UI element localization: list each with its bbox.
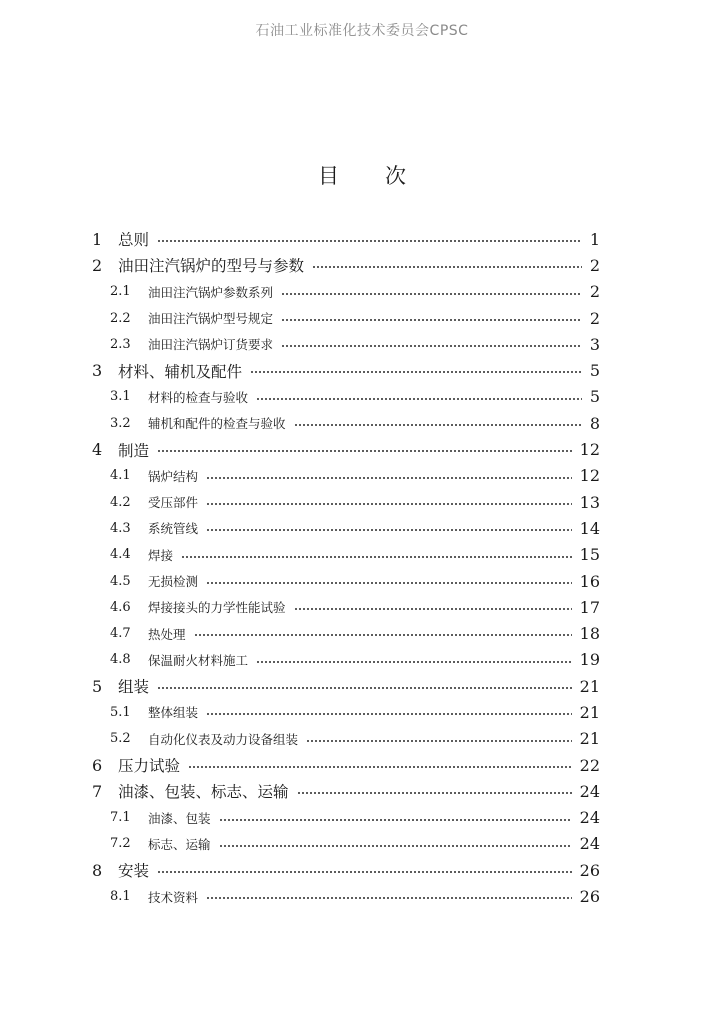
toc-entry-number: 5 [92, 676, 103, 696]
toc-entry-number: 4.4 [110, 547, 131, 563]
toc-entry-title: 保温耐火材料施工 [148, 652, 249, 668]
toc-entry[interactable] [0, 515, 724, 541]
toc-entry-number: 4.2 [110, 494, 131, 510]
toc-entry-page: 5 [589, 387, 600, 407]
toc-entry[interactable] [0, 279, 724, 305]
toc-entry-page: 2 [589, 308, 600, 328]
toc-entry-title: 材料、辅机及配件 [118, 362, 243, 381]
title-char-1: 目 [318, 164, 339, 188]
toc-dot-leader [206, 897, 572, 899]
toc-entry-number: 7.1 [110, 810, 131, 826]
toc-entry-page: 12 [579, 440, 600, 460]
toc-entry-page: 26 [579, 887, 600, 907]
toc-entry-title: 整体组装 [148, 705, 199, 721]
toc-entry-page: 21 [579, 702, 600, 722]
toc-dot-leader [256, 661, 572, 663]
toc-entry-number: 4.6 [110, 599, 131, 615]
toc-dot-leader [206, 713, 572, 715]
toc-entry-number: 3 [92, 361, 103, 381]
toc-dot-leader [157, 871, 572, 873]
toc-dot-leader [256, 398, 582, 400]
toc-entry-page: 26 [579, 860, 600, 880]
toc-entry-title: 总则 [118, 231, 150, 250]
toc-entry-number: 5.2 [110, 731, 131, 747]
toc-dot-leader [188, 766, 572, 768]
toc-entry-page: 22 [579, 755, 600, 775]
toc-dot-leader [181, 556, 572, 558]
toc-entry-page: 13 [579, 492, 600, 512]
toc-entry[interactable] [0, 410, 724, 436]
toc-entry-number: 4.8 [110, 652, 131, 668]
toc-entry-number: 1 [92, 229, 103, 249]
toc-dot-leader [206, 529, 572, 531]
toc-entry[interactable] [0, 226, 724, 252]
toc-entry[interactable] [0, 831, 724, 857]
toc-entry-page: 24 [579, 808, 600, 828]
toc-entry-page: 5 [589, 361, 600, 381]
toc-entry[interactable] [0, 489, 724, 515]
toc-dot-leader [294, 608, 572, 610]
toc-entry[interactable] [0, 857, 724, 883]
toc-dot-leader [294, 424, 582, 426]
toc-entry-title: 制造 [118, 441, 150, 460]
toc-dot-leader [250, 371, 582, 373]
toc-dot-leader [281, 319, 582, 321]
toc-entry[interactable] [0, 673, 724, 699]
toc-dot-leader [206, 503, 572, 505]
toc-entry-page: 21 [579, 729, 600, 749]
toc-dot-leader [219, 819, 572, 821]
toc-entry-number: 2.3 [110, 336, 131, 352]
toc-entry-page: 3 [589, 334, 600, 354]
toc-entry-page: 24 [579, 781, 600, 801]
toc-entry-title: 压力试验 [118, 757, 181, 776]
toc-entry-number: 7.2 [110, 836, 131, 852]
toc-entry-number: 2.2 [110, 310, 131, 326]
toc-dot-leader [157, 687, 572, 689]
toc-dot-leader [281, 293, 582, 295]
toc-entry[interactable] [0, 384, 724, 410]
toc-entry-title: 组装 [118, 678, 150, 697]
toc-dot-leader [219, 845, 572, 847]
toc-entry[interactable] [0, 726, 724, 752]
toc-entry-title: 技术资料 [148, 889, 199, 905]
toc-entry-number: 3.1 [110, 389, 131, 405]
toc-entry[interactable] [0, 357, 724, 383]
page-title [0, 160, 724, 190]
table-of-contents [0, 226, 724, 910]
toc-entry[interactable] [0, 252, 724, 278]
toc-entry-title: 油漆、包装 [148, 810, 211, 826]
toc-entry-page: 1 [589, 229, 600, 249]
toc-dot-leader [312, 266, 582, 268]
toc-entry-title: 热处理 [148, 626, 186, 642]
toc-entry[interactable] [0, 752, 724, 778]
toc-entry-title: 安装 [118, 862, 150, 881]
toc-entry-title: 自动化仪表及动力设备组装 [148, 731, 299, 747]
toc-entry-page: 2 [589, 255, 600, 275]
toc-dot-leader [281, 345, 582, 347]
toc-entry[interactable] [0, 463, 724, 489]
toc-dot-leader [194, 634, 572, 636]
toc-entry[interactable] [0, 778, 724, 804]
page-header: 石油工业标准化技术委员会CPSC [255, 23, 469, 39]
toc-entry-title: 油田注汽锅炉订货要求 [148, 337, 274, 353]
toc-entry-page: 18 [579, 624, 600, 644]
toc-entry-title: 焊接 [148, 547, 174, 563]
toc-entry[interactable] [0, 699, 724, 725]
toc-dot-leader [297, 792, 572, 794]
toc-entry-page: 24 [579, 834, 600, 854]
toc-entry-title: 锅炉结构 [148, 468, 199, 484]
toc-entry-number: 6 [92, 755, 103, 775]
toc-dot-leader [306, 740, 572, 742]
toc-entry-title: 辅机和配件的检查与验收 [148, 416, 286, 432]
toc-entry[interactable] [0, 805, 724, 831]
toc-entry[interactable] [0, 594, 724, 620]
toc-dot-leader [206, 477, 572, 479]
toc-entry-page: 15 [579, 545, 600, 565]
toc-entry-page: 2 [589, 282, 600, 302]
toc-entry-title: 无损检测 [148, 574, 199, 589]
toc-dot-leader [157, 240, 582, 242]
toc-entry-title: 油田注汽锅炉型号规定 [148, 311, 274, 327]
toc-entry-page: 16 [579, 571, 600, 591]
toc-entry-page: 8 [589, 413, 600, 433]
toc-entry-number: 2 [92, 255, 103, 275]
toc-entry-number: 8 [92, 860, 103, 880]
toc-entry[interactable] [0, 647, 724, 673]
toc-entry-page: 21 [579, 676, 600, 696]
toc-entry-number: 8.1 [110, 889, 131, 905]
toc-entry-number: 3.2 [110, 415, 131, 431]
toc-entry[interactable] [0, 436, 724, 462]
toc-entry-page: 17 [579, 597, 600, 617]
toc-entry-number: 4.1 [110, 468, 131, 484]
toc-entry-page: 14 [579, 518, 600, 538]
toc-entry-page: 12 [579, 466, 600, 486]
toc-entry-title: 油漆、包装、标志、运输 [118, 783, 289, 802]
toc-entry-title: 焊接接头的力学性能试验 [148, 600, 286, 616]
toc-entry-title: 材料的检查与验收 [148, 389, 249, 405]
toc-entry-title: 标志、运输 [148, 836, 211, 852]
toc-entry[interactable] [0, 542, 724, 568]
toc-entry[interactable] [0, 568, 724, 594]
toc-entry-title: 受压部件 [148, 495, 199, 511]
toc-entry-number: 4.3 [110, 520, 131, 536]
toc-dot-leader [157, 450, 572, 452]
toc-entry-number: 4.7 [110, 626, 131, 642]
toc-entry-title: 油田注汽锅炉参数系列 [148, 284, 274, 300]
toc-dot-leader [206, 582, 572, 584]
toc-entry[interactable] [0, 331, 724, 357]
toc-entry-number: 4.5 [110, 573, 131, 589]
toc-entry[interactable] [0, 305, 724, 331]
toc-entry-number: 5.1 [110, 704, 131, 720]
toc-entry-number: 4 [92, 440, 103, 460]
toc-entry-title: 油田注汽锅炉的型号与参数 [118, 257, 305, 276]
title-char-2: 次 [385, 164, 406, 188]
toc-entry[interactable] [0, 883, 724, 909]
toc-entry-page: 19 [579, 650, 600, 670]
toc-entry[interactable] [0, 620, 724, 646]
toc-entry-number: 7 [92, 781, 103, 801]
toc-entry-title: 系统管线 [148, 521, 199, 537]
toc-entry-number: 2.1 [110, 284, 131, 300]
